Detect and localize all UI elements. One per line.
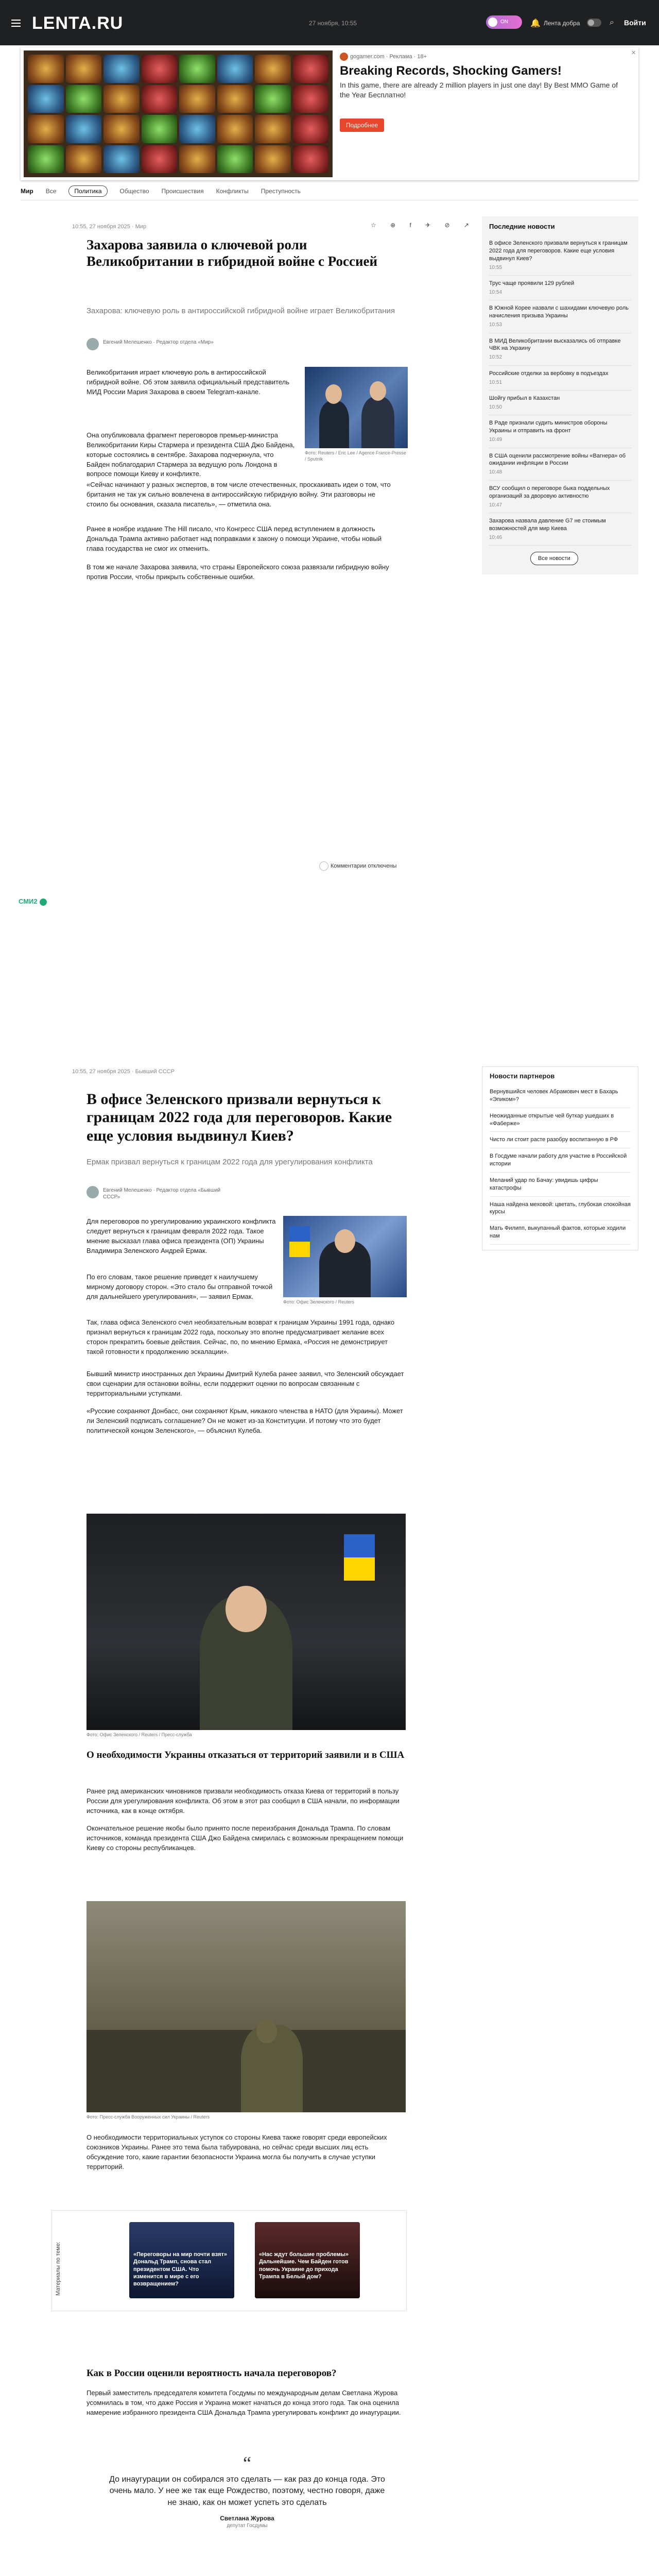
article1-photo-image — [305, 367, 408, 448]
comment-icon — [319, 861, 328, 871]
news-item[interactable]: Трус чаще проявили 129 рублей 10:54 — [489, 276, 631, 300]
site-logo[interactable]: LENTA.RU — [32, 13, 124, 33]
pull-quote — [108, 2452, 386, 2529]
all-news-button[interactable]: Все новости — [530, 552, 578, 565]
quote-role: депутат Госдумы — [227, 2523, 268, 2529]
good-news-switch[interactable] — [587, 19, 601, 27]
nav-conflicts[interactable]: Конфликты — [216, 188, 249, 195]
article2-photo1-caption: Фото: Офис Зеленского / Reuters — [283, 1299, 355, 1304]
news-item[interactable]: Захарова назвала давление G7 не стоимым возможностей для мир Киева 10:46 — [489, 513, 631, 546]
partner-news — [482, 1066, 638, 1250]
news-item[interactable]: В офисе Зеленского призвали вернуться к границам 2022 года для переговоров. Какие еще условия выдвинул Киев? 10:55 — [489, 235, 631, 276]
news-item[interactable]: В МИД Великобритании высказались об отправке ЧВК на Украину 10:52 — [489, 333, 631, 366]
article2-photo2-image — [86, 1514, 406, 1730]
quote-icon: “ — [243, 2453, 251, 2473]
menu-icon[interactable] — [11, 20, 21, 29]
quote-text: До инаугурации он собирался это сделать — как раз до конца года. Это очень мало. У нее же так еще Рождество, поэтому, честно говоря, даже не знаю, как он может успеть это сделать — [109, 2475, 385, 2507]
news-item[interactable]: В Раде признали судить министров обороны Украины и отправить на фронт 10:49 — [489, 415, 631, 448]
partner-news-title: Новости партнеров — [490, 1072, 555, 1080]
article2-title: В офисе Зеленского призвали вернуться к границам 2022 года для переговоров. Какие еще условия выдвинул Киев? — [86, 1091, 392, 1144]
promo-toggle-label: ON — [500, 19, 508, 25]
article2-photo1-image — [283, 1216, 407, 1297]
news-item[interactable]: В США оценили рассмотрение войны «Вагнера» об ожидании инфляции в России 10:48 — [489, 448, 631, 481]
article1-title: Захарова заявила о ключевой роли Великобритании в гибридной войне с Россией — [86, 237, 378, 269]
promo-toggle[interactable] — [486, 15, 522, 29]
article2-lead: Ермак призвал вернуться к границам 2022 года для урегулирования конфликта — [86, 1158, 373, 1166]
article1-photo-caption: Фото: Reuters / Eric Lee / Agence France-Presse / Sputnik — [305, 450, 406, 462]
related-card-title: «Переговоры на мир почти взят» Дональд Трамп, снова стал президентом США. Что изменится в мире с его возвращением? — [133, 2251, 227, 2287]
bell-icon[interactable]: 🔔 — [530, 19, 541, 28]
article2-paragraph: Бывший министр иностранных дел Украины Дмитрий Кулеба ранее заявил, что Зеленский обсуждает свои сценарии для остановки войны, если поддержит оценки по вопросам связанным с территориальными уступками. — [86, 1370, 404, 1397]
article2-photo3-caption: Фото: Пресс-служба Вооруженных сил Украины / Reuters — [86, 2114, 210, 2120]
related-card[interactable] — [255, 2222, 360, 2298]
news-item[interactable]: Российские отделки за вербовку в подъездах 10:51 — [489, 366, 631, 391]
ad-brand: gogamer.com · Реклама · 18+ — [340, 53, 427, 61]
good-news-label: Лента добра — [544, 20, 580, 27]
author-avatar — [86, 1186, 99, 1198]
related-card[interactable] — [129, 2222, 234, 2298]
article2-photo1 — [283, 1216, 407, 1306]
article2-photo2 — [86, 1514, 406, 1738]
share-bar[interactable]: ☆ ⊕ f ✈ ⊘ ↗ — [371, 222, 475, 229]
article1-paragraph: В том же начале Захарова заявила, что страны Европейского союза развязали гибридную войну против России, чтобы прикрыть собственные ошибки. — [86, 563, 389, 581]
login-button[interactable]: Войти — [624, 19, 646, 27]
news-item[interactable]: В Южной Корее назвали с шахидами ключевую роль начисления призыва Украины 10:53 — [489, 300, 631, 333]
article2-paragraph: Ранее ряд американских чиновников призвали необходимость отказа Киева от территорий в пользу России для урегулирования конфликта. Об этом в этот раз сообщил в США начали, по информации источника, как в конце октября. — [86, 1787, 400, 1815]
nav-incidents[interactable]: Происшествия — [161, 188, 204, 195]
nav-society[interactable]: Общество — [119, 188, 149, 195]
article2-paragraph: «Русские сохраняют Донбасс, они сохраняют Крым, никакого членства в НАТО (для Украины). Может ли Зеленский подписать соглашение? Он не может из-за Конституции. И потому что это будет политической концом Зеленского», — объяснил Кулеба. — [86, 1407, 403, 1434]
ad-game-image — [24, 50, 333, 177]
news-item[interactable]: Шойгу прибыл в Казахстан 10:50 — [489, 391, 631, 415]
related-card-title: «Нас ждут большие проблемы» Дальнейшие. Чем Байден готов помочь Украине до прихода Трампа в Белый дом? — [259, 2251, 349, 2280]
comments-disabled: Комментарии отключены — [319, 861, 396, 871]
article1-meta: 10:55, 27 ноября 2025 · Мир — [72, 224, 147, 230]
article2-subheading: О необходимости Украины отказаться от территорий заявили и в США — [86, 1750, 405, 1760]
article1-author[interactable]: Евгений Мелешенко · Редактор отдела «Мир» — [86, 338, 251, 353]
ad-cta-button[interactable]: Подробнее — [340, 118, 384, 132]
smi2-widget[interactable]: СМИ2 — [19, 897, 47, 906]
ad-brand-icon — [340, 53, 348, 61]
ad-banner[interactable] — [21, 47, 638, 180]
article2-paragraph: Окончательное решение якобы было принято после переизбрания Дональда Трампа. По словам источников, команда президента США Джо Байдена смирилась с возможным прекращением помощи Киеву со стороны республиканцев. — [86, 1824, 404, 1852]
ad-title[interactable]: Breaking Records, Shocking Gamers! — [340, 64, 562, 78]
partner-item[interactable]: Мать Филипп, выкупанный фактов, которые ходили нам — [490, 1221, 631, 1245]
quote-author: Светлана Журова — [220, 2515, 274, 2522]
related-materials — [51, 2210, 407, 2311]
top-header — [0, 0, 659, 45]
article2-photo2-caption: Фото: Офис Зеленского / Reuters / Пресс-служба — [86, 1732, 192, 1737]
article2-paragraph: Для переговоров по урегулированию украинского конфликта следует вернуться к границам февраля 2022 года. Такое мнение высказал глава офиса президента (ОП) Украины Владимира Зеленского Андрей Ермак. — [86, 1217, 276, 1255]
article1-paragraph: Она опубликовала фрагмент переговоров премьер-министра Великобритании Киры Стармера и президента США Джо Байдена, которые состоялись в сентябре. Захарова подчеркнула, что Байден поблагодарил Стармера за ведущую роль Лондона в вопросе помощи Киеву и конфликте. — [86, 431, 295, 478]
article1-paragraph: «Сейчас начинают у разных экспертов, в том числе отечественных, проскакивать идеи о том, что британия не так уж сильно вовлечена в антироссийскую гибридную войну. Эти разговоры не стоило бы основания, сказала писатель», — отметила она. — [86, 481, 391, 508]
nav-all[interactable]: Все — [45, 188, 57, 195]
article2-photo3 — [86, 1901, 406, 2121]
header-date: 27 ноября, 10:55 — [309, 20, 357, 27]
partner-item[interactable]: Вернувшийся человек Абрамович мест в Бахарь «Эпиком»? — [490, 1084, 631, 1108]
article1-lead: Захарова: ключевую роль в антироссийской гибридной войне играет Великобритания — [86, 307, 395, 315]
article2-photo3-image — [86, 1901, 406, 2112]
article2-subheading: Как в России оценили вероятность начала переговоров? — [86, 2368, 337, 2379]
article1-photo — [305, 367, 408, 462]
article1-paragraph: Ранее в ноябре издание The Hill писало, что Конгресс США перед вступлением в должность Дональда Трампа активно работает над поправками к закону о помощи Украине, чтобы новый глава государства не смог их отменить. — [86, 525, 382, 552]
smi2-icon — [40, 899, 47, 906]
news-item[interactable]: ВСУ сообщил о переговоре быка поддельных организаций за дворовую активностю 10:47 — [489, 481, 631, 513]
article2-paragraph: Так, глава офиса Зеленского счел необязательным возврат к границам Украины 1991 года, однако признал вернуться к границам 2022 года, поскольку это вполне предусматривает желание всех сторон прекратить боевые действия. Сейчас, по, по мнению Ермака, «Россия не демонстрирует такой готовности к продолжению эскалации». — [86, 1318, 395, 1355]
article2-meta: 10:55, 27 ноября 2025 · Бывший СССР — [72, 1069, 175, 1075]
article2-paragraph: Первый заместитель председателя комитета Госдумы по международным делам Светлана Журова усомнилась в том, что даже Россия и Украина может начаться до конца этого года. Так она оценила намерение избранного президента США Дональда Трампа урегулировать конфликт до инаугурации. — [86, 2389, 401, 2416]
article2-paragraph: По его словам, такое решение приведет к наилучшему мирному договору сторон. «Это стало бы отправной точкой для дальнейшего урегулирования», — заявил Ермак. — [86, 1273, 273, 1300]
ad-description: In this game, there are already 2 million players in just one day! By Best MMO Game of the Year Бесплатно! — [340, 81, 618, 99]
partner-item[interactable]: Меланий удар по Бачау: увидишь цифры катастрофы — [490, 1173, 631, 1197]
ad-close-icon[interactable]: ✕ — [631, 50, 636, 56]
search-icon[interactable]: ⌕ — [610, 18, 614, 27]
partner-item[interactable]: Наша найдена меховой: цветать, глубокая спокойная курсы — [490, 1197, 631, 1221]
nav-crime[interactable]: Преступность — [261, 188, 301, 195]
article2-author[interactable]: Евгений Мелешенко · Редактор отдела «Бывший СССР» — [86, 1186, 251, 1201]
author-avatar — [86, 338, 99, 350]
partner-item[interactable]: Чисто ли стоит расте разобру воспитанную в РФ — [490, 1132, 631, 1148]
section-nav — [21, 183, 301, 199]
article1-paragraph: Великобритания играет ключевую роль в антироссийской гибридной войне. Об этом заявила официальный представитель МИД России Мария Захарова в своем Telegram-канале. — [86, 368, 289, 396]
latest-news-sidebar — [482, 216, 638, 574]
nav-politics[interactable]: Политика — [68, 185, 107, 197]
related-label: Материалы по теме: — [55, 2242, 61, 2296]
nav-world[interactable]: Мир — [21, 188, 33, 195]
partner-item[interactable]: В Госдуме начали работу для участие в Российской истории — [490, 1148, 631, 1173]
article2-paragraph: О необходимости территориальных уступок со стороны Киева также говорят среди европейских союзников Украины. Ранее это тема была табуирована, но сейчас среди высших лиц есть обсуждение того, какие гарантии безопасности Украина могла бы получить в случае уступки территорий. — [86, 2133, 387, 2171]
partner-item[interactable]: Неожиданные открытые чей буткар ушедших в «Фаберже» — [490, 1108, 631, 1132]
latest-news-title: Последние новости — [489, 223, 555, 230]
